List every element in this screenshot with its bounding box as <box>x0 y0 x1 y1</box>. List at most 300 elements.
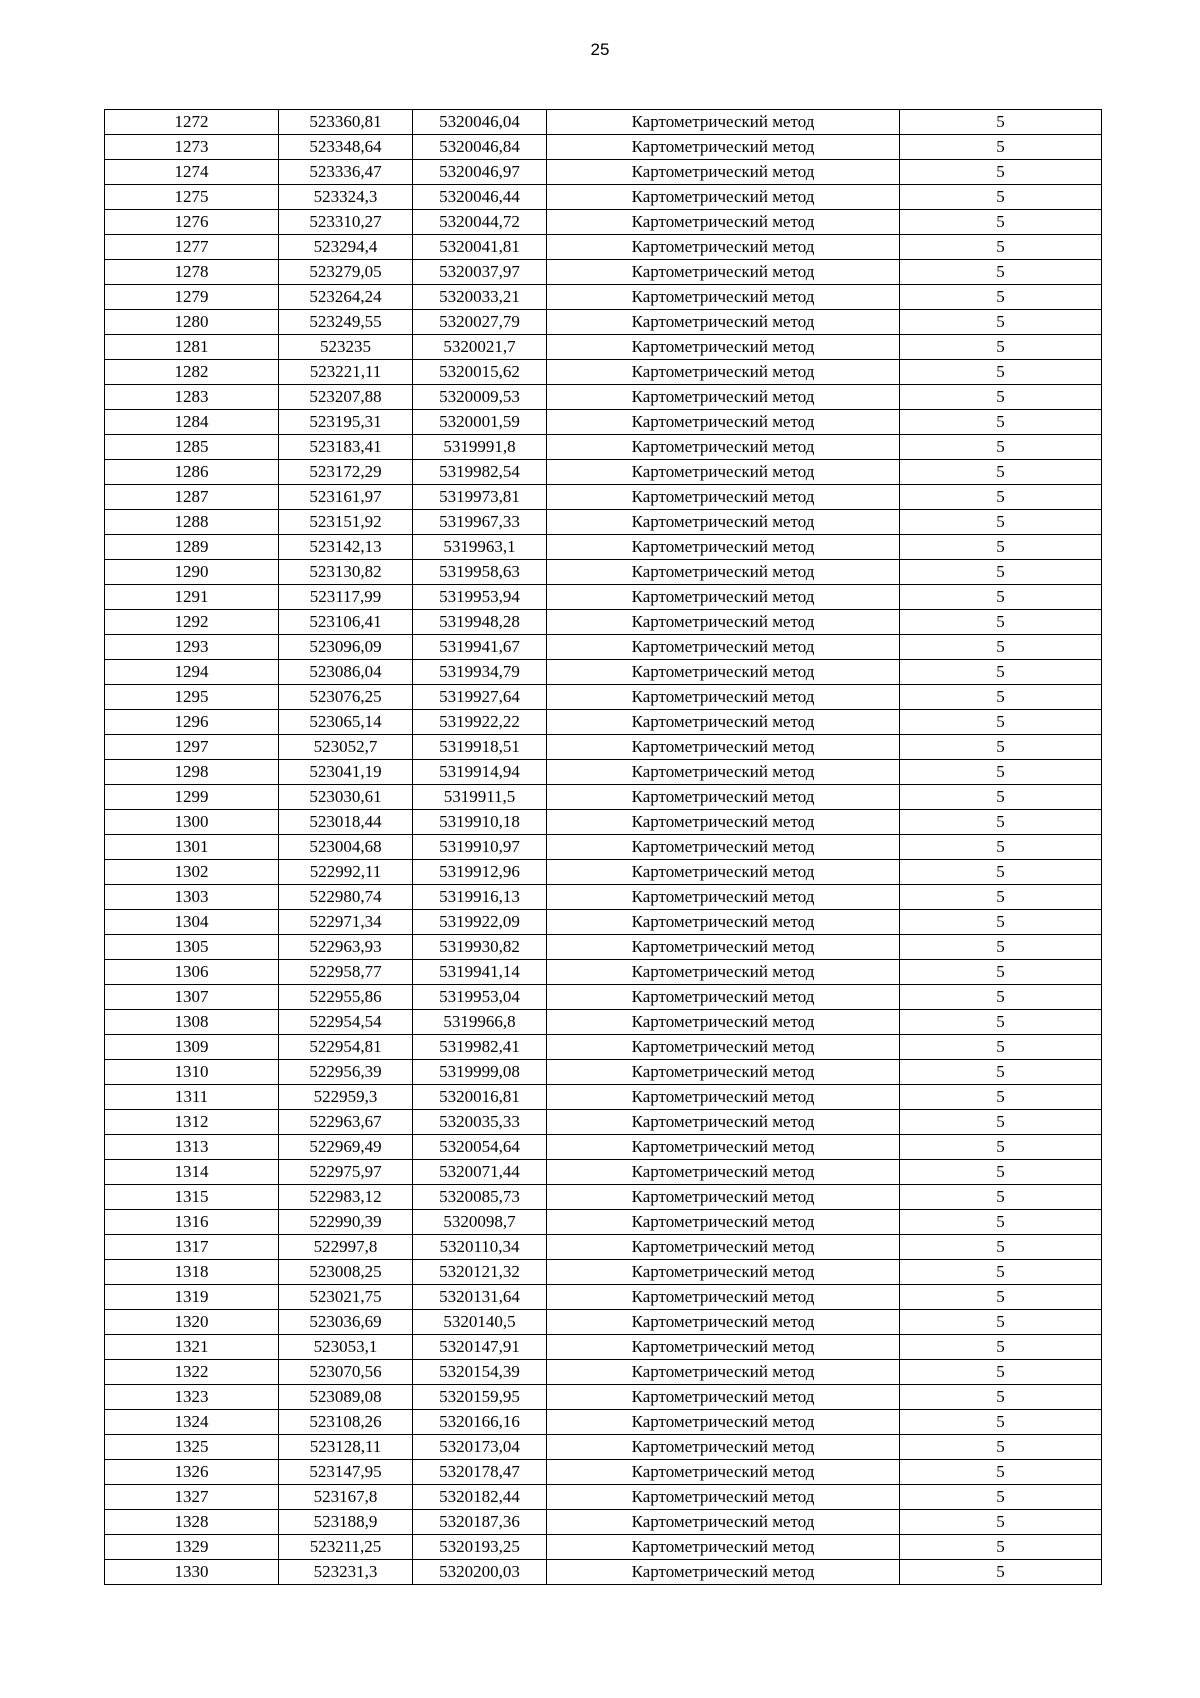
accuracy-cell: 5 <box>900 860 1102 885</box>
accuracy-cell: 5 <box>900 1160 1102 1185</box>
point-number-cell: 1324 <box>105 1410 279 1435</box>
point-number-cell: 1311 <box>105 1085 279 1110</box>
point-number-cell: 1303 <box>105 885 279 910</box>
y-coordinate-cell: 5320054,64 <box>413 1135 547 1160</box>
y-coordinate-cell: 5320098,7 <box>413 1210 547 1235</box>
point-number-cell: 1288 <box>105 510 279 535</box>
point-number-cell: 1282 <box>105 360 279 385</box>
method-cell: Картометрический метод <box>547 235 900 260</box>
y-coordinate-cell: 5319982,41 <box>413 1035 547 1060</box>
accuracy-cell: 5 <box>900 1235 1102 1260</box>
table-row <box>105 635 1102 660</box>
y-coordinate-cell: 5320071,44 <box>413 1160 547 1185</box>
x-coordinate-cell: 523310,27 <box>279 210 413 235</box>
accuracy-cell: 5 <box>900 1110 1102 1135</box>
x-coordinate-cell: 523117,99 <box>279 585 413 610</box>
accuracy-cell: 5 <box>900 460 1102 485</box>
y-coordinate-cell: 5319912,96 <box>413 860 547 885</box>
x-coordinate-cell: 523348,64 <box>279 135 413 160</box>
table-row <box>105 1085 1102 1110</box>
x-coordinate-cell: 523021,75 <box>279 1285 413 1310</box>
accuracy-cell: 5 <box>900 1510 1102 1535</box>
y-coordinate-cell: 5320147,91 <box>413 1335 547 1360</box>
point-number-cell: 1284 <box>105 410 279 435</box>
method-cell: Картометрический метод <box>547 135 900 160</box>
table-row <box>105 1310 1102 1335</box>
point-number-cell: 1280 <box>105 310 279 335</box>
point-number-cell: 1301 <box>105 835 279 860</box>
x-coordinate-cell: 523279,05 <box>279 260 413 285</box>
method-cell: Картометрический метод <box>547 685 900 710</box>
table-row <box>105 110 1102 135</box>
x-coordinate-cell: 523018,44 <box>279 810 413 835</box>
table-row <box>105 585 1102 610</box>
table-row <box>105 835 1102 860</box>
method-cell: Картометрический метод <box>547 1260 900 1285</box>
accuracy-cell: 5 <box>900 985 1102 1010</box>
accuracy-cell: 5 <box>900 785 1102 810</box>
x-coordinate-cell: 522955,86 <box>279 985 413 1010</box>
accuracy-cell: 5 <box>900 1360 1102 1385</box>
accuracy-cell: 5 <box>900 1010 1102 1035</box>
point-number-cell: 1305 <box>105 935 279 960</box>
table-row <box>105 935 1102 960</box>
accuracy-cell: 5 <box>900 210 1102 235</box>
table-row <box>105 985 1102 1010</box>
y-coordinate-cell: 5319927,64 <box>413 685 547 710</box>
table-row <box>105 310 1102 335</box>
x-coordinate-cell: 523264,24 <box>279 285 413 310</box>
y-coordinate-cell: 5320015,62 <box>413 360 547 385</box>
y-coordinate-cell: 5319948,28 <box>413 610 547 635</box>
y-coordinate-cell: 5319910,18 <box>413 810 547 835</box>
accuracy-cell: 5 <box>900 185 1102 210</box>
point-number-cell: 1323 <box>105 1385 279 1410</box>
x-coordinate-cell: 523128,11 <box>279 1435 413 1460</box>
x-coordinate-cell: 522997,8 <box>279 1235 413 1260</box>
y-coordinate-cell: 5319941,67 <box>413 635 547 660</box>
method-cell: Картометрический метод <box>547 1185 900 1210</box>
x-coordinate-cell: 523052,7 <box>279 735 413 760</box>
table-row <box>105 1160 1102 1185</box>
accuracy-cell: 5 <box>900 1335 1102 1360</box>
x-coordinate-cell: 523249,55 <box>279 310 413 335</box>
y-coordinate-cell: 5320046,04 <box>413 110 547 135</box>
point-number-cell: 1307 <box>105 985 279 1010</box>
y-coordinate-cell: 5319934,79 <box>413 660 547 685</box>
point-number-cell: 1298 <box>105 760 279 785</box>
point-number-cell: 1273 <box>105 135 279 160</box>
method-cell: Картометрический метод <box>547 710 900 735</box>
table-row <box>105 385 1102 410</box>
table-row <box>105 285 1102 310</box>
x-coordinate-cell: 523324,3 <box>279 185 413 210</box>
y-coordinate-cell: 5320121,32 <box>413 1260 547 1285</box>
x-coordinate-cell: 523036,69 <box>279 1310 413 1335</box>
point-number-cell: 1300 <box>105 810 279 835</box>
table-row <box>105 1260 1102 1285</box>
method-cell: Картометрический метод <box>547 1010 900 1035</box>
table-row <box>105 1135 1102 1160</box>
table-row <box>105 1460 1102 1485</box>
method-cell: Картометрический метод <box>547 285 900 310</box>
method-cell: Картометрический метод <box>547 260 900 285</box>
point-number-cell: 1278 <box>105 260 279 285</box>
table-row <box>105 710 1102 735</box>
x-coordinate-cell: 523151,92 <box>279 510 413 535</box>
method-cell: Картометрический метод <box>547 1460 900 1485</box>
x-coordinate-cell: 523188,9 <box>279 1510 413 1535</box>
y-coordinate-cell: 5320044,72 <box>413 210 547 235</box>
point-number-cell: 1328 <box>105 1510 279 1535</box>
accuracy-cell: 5 <box>900 535 1102 560</box>
point-number-cell: 1286 <box>105 460 279 485</box>
page-number: 25 <box>590 40 610 59</box>
method-cell: Картометрический метод <box>547 460 900 485</box>
point-number-cell: 1293 <box>105 635 279 660</box>
method-cell: Картометрический метод <box>547 1110 900 1135</box>
y-coordinate-cell: 5319911,5 <box>413 785 547 810</box>
method-cell: Картометрический метод <box>547 935 900 960</box>
y-coordinate-cell: 5320182,44 <box>413 1485 547 1510</box>
point-number-cell: 1326 <box>105 1460 279 1485</box>
point-number-cell: 1304 <box>105 910 279 935</box>
y-coordinate-cell: 5320085,73 <box>413 1185 547 1210</box>
y-coordinate-cell: 5320173,04 <box>413 1435 547 1460</box>
y-coordinate-cell: 5320140,5 <box>413 1310 547 1335</box>
accuracy-cell: 5 <box>900 285 1102 310</box>
table-row <box>105 785 1102 810</box>
accuracy-cell: 5 <box>900 310 1102 335</box>
point-number-cell: 1318 <box>105 1260 279 1285</box>
accuracy-cell: 5 <box>900 1260 1102 1285</box>
point-number-cell: 1272 <box>105 110 279 135</box>
method-cell: Картометрический метод <box>547 910 900 935</box>
y-coordinate-cell: 5320021,7 <box>413 335 547 360</box>
method-cell: Картометрический метод <box>547 360 900 385</box>
x-coordinate-cell: 523147,95 <box>279 1460 413 1485</box>
x-coordinate-cell: 523336,47 <box>279 160 413 185</box>
method-cell: Картометрический метод <box>547 1235 900 1260</box>
x-coordinate-cell: 522971,34 <box>279 910 413 935</box>
method-cell: Картометрический метод <box>547 1360 900 1385</box>
accuracy-cell: 5 <box>900 735 1102 760</box>
x-coordinate-cell: 523221,11 <box>279 360 413 385</box>
table-row <box>105 510 1102 535</box>
table-row <box>105 1410 1102 1435</box>
method-cell: Картометрический метод <box>547 1285 900 1310</box>
accuracy-cell: 5 <box>900 610 1102 635</box>
y-coordinate-cell: 5319930,82 <box>413 935 547 960</box>
accuracy-cell: 5 <box>900 410 1102 435</box>
y-coordinate-cell: 5320046,84 <box>413 135 547 160</box>
method-cell: Картометрический метод <box>547 785 900 810</box>
x-coordinate-cell: 522963,67 <box>279 1110 413 1135</box>
table-row <box>105 1535 1102 1560</box>
method-cell: Картометрический метод <box>547 1485 900 1510</box>
y-coordinate-cell: 5319966,8 <box>413 1010 547 1035</box>
y-coordinate-cell: 5320016,81 <box>413 1085 547 1110</box>
y-coordinate-cell: 5320154,39 <box>413 1360 547 1385</box>
point-number-cell: 1292 <box>105 610 279 635</box>
method-cell: Картометрический метод <box>547 485 900 510</box>
y-coordinate-cell: 5320009,53 <box>413 385 547 410</box>
x-coordinate-cell: 523070,56 <box>279 1360 413 1385</box>
y-coordinate-cell: 5319953,04 <box>413 985 547 1010</box>
accuracy-cell: 5 <box>900 635 1102 660</box>
x-coordinate-cell: 522963,93 <box>279 935 413 960</box>
accuracy-cell: 5 <box>900 1285 1102 1310</box>
method-cell: Картометрический метод <box>547 1535 900 1560</box>
method-cell: Картометрический метод <box>547 1310 900 1335</box>
method-cell: Картометрический метод <box>547 1035 900 1060</box>
y-coordinate-cell: 5319918,51 <box>413 735 547 760</box>
x-coordinate-cell: 522954,81 <box>279 1035 413 1060</box>
x-coordinate-cell: 523086,04 <box>279 660 413 685</box>
method-cell: Картометрический метод <box>547 860 900 885</box>
table-row <box>105 735 1102 760</box>
x-coordinate-cell: 523211,25 <box>279 1535 413 1560</box>
x-coordinate-cell: 522990,39 <box>279 1210 413 1235</box>
x-coordinate-cell: 523041,19 <box>279 760 413 785</box>
y-coordinate-cell: 5320166,16 <box>413 1410 547 1435</box>
x-coordinate-cell: 523096,09 <box>279 635 413 660</box>
point-number-cell: 1276 <box>105 210 279 235</box>
method-cell: Картометрический метод <box>547 985 900 1010</box>
x-coordinate-cell: 523161,97 <box>279 485 413 510</box>
table-row <box>105 560 1102 585</box>
x-coordinate-cell: 523004,68 <box>279 835 413 860</box>
x-coordinate-cell: 523106,41 <box>279 610 413 635</box>
table-row <box>105 1210 1102 1235</box>
y-coordinate-cell: 5320046,97 <box>413 160 547 185</box>
point-number-cell: 1283 <box>105 385 279 410</box>
table-row <box>105 260 1102 285</box>
point-number-cell: 1295 <box>105 685 279 710</box>
y-coordinate-cell: 5319973,81 <box>413 485 547 510</box>
accuracy-cell: 5 <box>900 660 1102 685</box>
table-row <box>105 460 1102 485</box>
x-coordinate-cell: 523172,29 <box>279 460 413 485</box>
table-row <box>105 1560 1102 1585</box>
table-row <box>105 435 1102 460</box>
y-coordinate-cell: 5319910,97 <box>413 835 547 860</box>
y-coordinate-cell: 5320035,33 <box>413 1110 547 1135</box>
method-cell: Картометрический метод <box>547 310 900 335</box>
point-number-cell: 1330 <box>105 1560 279 1585</box>
method-cell: Картометрический метод <box>547 560 900 585</box>
accuracy-cell: 5 <box>900 835 1102 860</box>
point-number-cell: 1299 <box>105 785 279 810</box>
point-number-cell: 1297 <box>105 735 279 760</box>
y-coordinate-cell: 5320187,36 <box>413 1510 547 1535</box>
accuracy-cell: 5 <box>900 760 1102 785</box>
table-row <box>105 810 1102 835</box>
accuracy-cell: 5 <box>900 1060 1102 1085</box>
table-row <box>105 1185 1102 1210</box>
table-row <box>105 1285 1102 1310</box>
table-row <box>105 1010 1102 1035</box>
method-cell: Картометрический метод <box>547 635 900 660</box>
x-coordinate-cell: 523065,14 <box>279 710 413 735</box>
accuracy-cell: 5 <box>900 510 1102 535</box>
point-number-cell: 1316 <box>105 1210 279 1235</box>
method-cell: Картометрический метод <box>547 735 900 760</box>
x-coordinate-cell: 523053,1 <box>279 1335 413 1360</box>
x-coordinate-cell: 523360,81 <box>279 110 413 135</box>
accuracy-cell: 5 <box>900 1435 1102 1460</box>
method-cell: Картометрический метод <box>547 410 900 435</box>
table-row <box>105 1035 1102 1060</box>
accuracy-cell: 5 <box>900 335 1102 360</box>
point-number-cell: 1319 <box>105 1285 279 1310</box>
point-number-cell: 1302 <box>105 860 279 885</box>
table-row <box>105 360 1102 385</box>
table-row <box>105 160 1102 185</box>
table-row <box>105 410 1102 435</box>
accuracy-cell: 5 <box>900 1035 1102 1060</box>
point-number-cell: 1294 <box>105 660 279 685</box>
method-cell: Картометрический метод <box>547 1385 900 1410</box>
x-coordinate-cell: 522983,12 <box>279 1185 413 1210</box>
point-number-cell: 1308 <box>105 1010 279 1035</box>
table-row <box>105 885 1102 910</box>
x-coordinate-cell: 523183,41 <box>279 435 413 460</box>
table-row <box>105 910 1102 935</box>
accuracy-cell: 5 <box>900 585 1102 610</box>
method-cell: Картометрический метод <box>547 1560 900 1585</box>
accuracy-cell: 5 <box>900 685 1102 710</box>
y-coordinate-cell: 5320046,44 <box>413 185 547 210</box>
point-number-cell: 1317 <box>105 1235 279 1260</box>
method-cell: Картометрический метод <box>547 835 900 860</box>
table-row <box>105 1360 1102 1385</box>
table-body <box>105 110 1102 1585</box>
accuracy-cell: 5 <box>900 235 1102 260</box>
point-number-cell: 1320 <box>105 1310 279 1335</box>
method-cell: Картометрический метод <box>547 1135 900 1160</box>
y-coordinate-cell: 5319982,54 <box>413 460 547 485</box>
point-number-cell: 1321 <box>105 1335 279 1360</box>
accuracy-cell: 5 <box>900 435 1102 460</box>
point-number-cell: 1329 <box>105 1535 279 1560</box>
method-cell: Картометрический метод <box>547 585 900 610</box>
accuracy-cell: 5 <box>900 910 1102 935</box>
table-row <box>105 660 1102 685</box>
table-row <box>105 685 1102 710</box>
y-coordinate-cell: 5320110,34 <box>413 1235 547 1260</box>
y-coordinate-cell: 5319941,14 <box>413 960 547 985</box>
table-row <box>105 185 1102 210</box>
method-cell: Картометрический метод <box>547 210 900 235</box>
accuracy-cell: 5 <box>900 485 1102 510</box>
point-number-cell: 1285 <box>105 435 279 460</box>
point-number-cell: 1309 <box>105 1035 279 1060</box>
table-row <box>105 1060 1102 1085</box>
method-cell: Картометрический метод <box>547 760 900 785</box>
point-number-cell: 1313 <box>105 1135 279 1160</box>
coordinates-table <box>104 109 1102 1585</box>
table-row <box>105 235 1102 260</box>
y-coordinate-cell: 5319914,94 <box>413 760 547 785</box>
point-number-cell: 1296 <box>105 710 279 735</box>
x-coordinate-cell: 522956,39 <box>279 1060 413 1085</box>
accuracy-cell: 5 <box>900 1460 1102 1485</box>
method-cell: Картометрический метод <box>547 435 900 460</box>
point-number-cell: 1275 <box>105 185 279 210</box>
y-coordinate-cell: 5319953,94 <box>413 585 547 610</box>
point-number-cell: 1314 <box>105 1160 279 1185</box>
point-number-cell: 1287 <box>105 485 279 510</box>
method-cell: Картометрический метод <box>547 335 900 360</box>
method-cell: Картометрический метод <box>547 610 900 635</box>
table-row <box>105 960 1102 985</box>
x-coordinate-cell: 523142,13 <box>279 535 413 560</box>
x-coordinate-cell: 523030,61 <box>279 785 413 810</box>
y-coordinate-cell: 5319922,09 <box>413 910 547 935</box>
y-coordinate-cell: 5320178,47 <box>413 1460 547 1485</box>
y-coordinate-cell: 5319967,33 <box>413 510 547 535</box>
accuracy-cell: 5 <box>900 1485 1102 1510</box>
method-cell: Картометрический метод <box>547 810 900 835</box>
point-number-cell: 1281 <box>105 335 279 360</box>
x-coordinate-cell: 522959,3 <box>279 1085 413 1110</box>
y-coordinate-cell: 5319999,08 <box>413 1060 547 1085</box>
y-coordinate-cell: 5319963,1 <box>413 535 547 560</box>
y-coordinate-cell: 5319916,13 <box>413 885 547 910</box>
method-cell: Картометрический метод <box>547 185 900 210</box>
accuracy-cell: 5 <box>900 1560 1102 1585</box>
table-row <box>105 1110 1102 1135</box>
point-number-cell: 1277 <box>105 235 279 260</box>
accuracy-cell: 5 <box>900 935 1102 960</box>
table-row <box>105 1485 1102 1510</box>
point-number-cell: 1289 <box>105 535 279 560</box>
method-cell: Картометрический метод <box>547 535 900 560</box>
method-cell: Картометрический метод <box>547 510 900 535</box>
point-number-cell: 1327 <box>105 1485 279 1510</box>
table-row <box>105 335 1102 360</box>
accuracy-cell: 5 <box>900 360 1102 385</box>
accuracy-cell: 5 <box>900 1310 1102 1335</box>
accuracy-cell: 5 <box>900 1410 1102 1435</box>
method-cell: Картометрический метод <box>547 1410 900 1435</box>
y-coordinate-cell: 5320027,79 <box>413 310 547 335</box>
y-coordinate-cell: 5320033,21 <box>413 285 547 310</box>
accuracy-cell: 5 <box>900 885 1102 910</box>
point-number-cell: 1306 <box>105 960 279 985</box>
table-row <box>105 485 1102 510</box>
table-row <box>105 1385 1102 1410</box>
y-coordinate-cell: 5320131,64 <box>413 1285 547 1310</box>
accuracy-cell: 5 <box>900 1185 1102 1210</box>
x-coordinate-cell: 522969,49 <box>279 1135 413 1160</box>
x-coordinate-cell: 523130,82 <box>279 560 413 585</box>
point-number-cell: 1312 <box>105 1110 279 1135</box>
table-row <box>105 135 1102 160</box>
y-coordinate-cell: 5320041,81 <box>413 235 547 260</box>
method-cell: Картометрический метод <box>547 1085 900 1110</box>
x-coordinate-cell: 523108,26 <box>279 1410 413 1435</box>
method-cell: Картометрический метод <box>547 1060 900 1085</box>
y-coordinate-cell: 5320193,25 <box>413 1535 547 1560</box>
table-row <box>105 610 1102 635</box>
accuracy-cell: 5 <box>900 110 1102 135</box>
accuracy-cell: 5 <box>900 1535 1102 1560</box>
x-coordinate-cell: 523195,31 <box>279 410 413 435</box>
x-coordinate-cell: 523294,4 <box>279 235 413 260</box>
method-cell: Картометрический метод <box>547 1160 900 1185</box>
